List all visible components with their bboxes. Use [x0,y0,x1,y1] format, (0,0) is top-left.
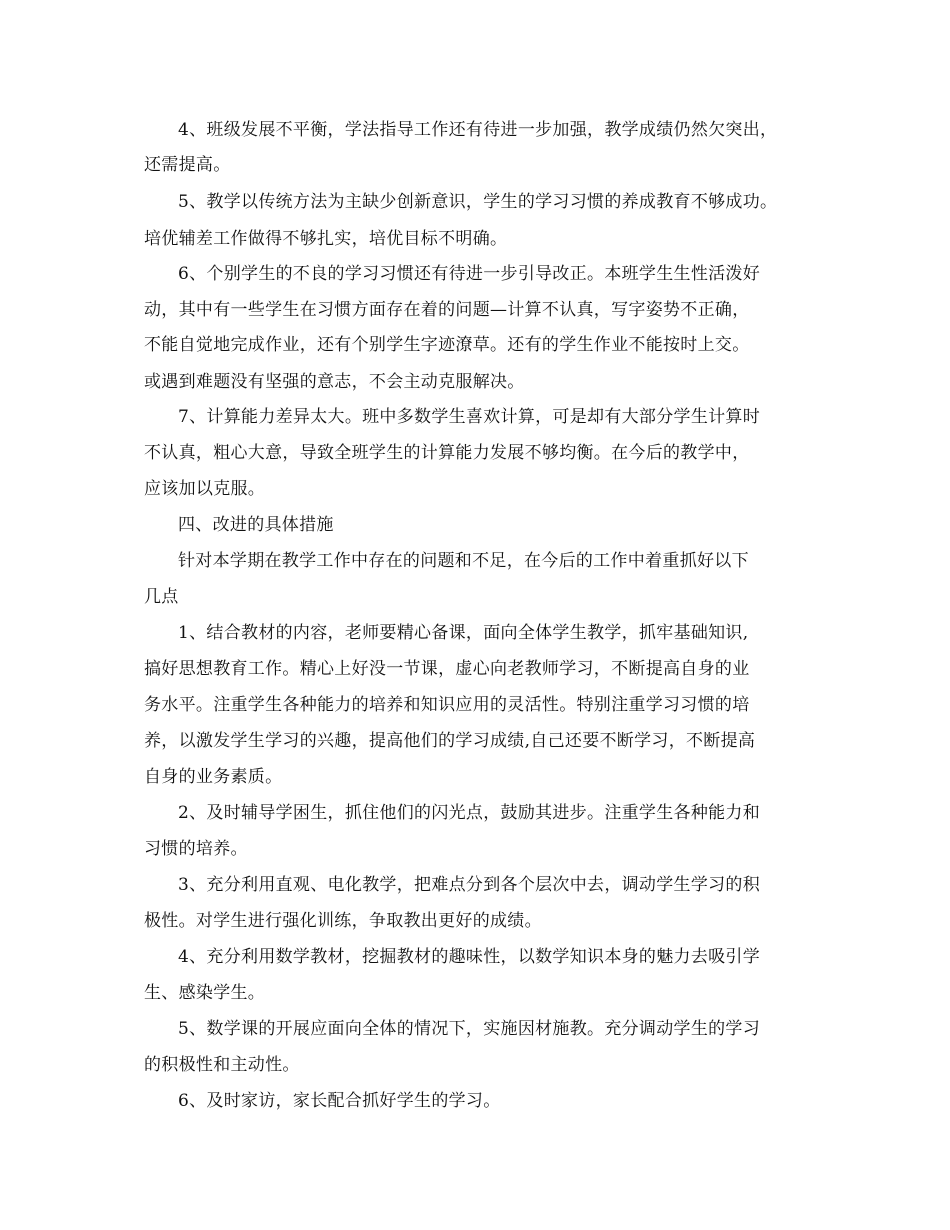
text-line: 5、数学课的开展应面向全体的情况下，实施因材施教。充分调动学生的学习 [178,1019,761,1039]
text-line: 应该加以克服。 [144,479,266,499]
text-line: 极性。对学生进行强化训练，争取教出更好的成绩。 [144,911,542,931]
text-line: 6、及时家访，家长配合抓好学生的学习。 [178,1091,501,1111]
text-line: 几点 [144,587,179,607]
text-line: 习惯的培养。 [144,839,248,859]
text-line: 6、个别学生的不良的学习习惯还有待进一步引导改正。本班学生生性活泼好 [178,264,761,284]
text-line: 生、感染学生。 [144,983,266,1003]
text-line: 务水平。注重学生各种能力的培养和知识应用的灵活性。特别注重学习习惯的培 [144,695,750,715]
text-line: 或遇到难题没有坚强的意志，不会主动克服解决。 [144,372,525,392]
text-line: 3、充分利用直观、电化教学，把难点分到各个层次中去，调动学生学习的积 [178,875,761,895]
text-line: 还需提高。 [144,155,231,175]
section-heading: 四、改进的具体措施 [178,515,334,535]
text-line: 4、班级发展不平衡，学法指导工作还有待进一步加强，教学成绩仍然欠突出， [178,120,778,140]
text-line: 5、教学以传统方法为主缺少创新意识，学生的学习习惯的养成教育不够成功。 [178,192,778,212]
text-line: 1、结合教材的内容，老师要精心备课，面向全体学生教学，抓牢基础知识, [178,623,749,643]
text-line: 搞好思想教育工作。精心上好没一节课，虚心向老教师学习，不断提高自身的业 [144,659,750,679]
text-line: 不认真，粗心大意，导致全班学生的计算能力发展不够均衡。在今后的教学中， [144,443,750,463]
text-line: 自身的业务素质。 [144,767,283,787]
text-line: 4、充分利用数学教材，挖掘教材的趣味性，以数学知识本身的魅力去吸引学 [178,947,761,967]
text-line: 针对本学期在教学工作中存在的问题和不足，在今后的工作中着重抓好以下 [178,551,749,571]
text-line: 7、计算能力差异太大。班中多数学生喜欢计算，可是却有大部分学生计算时 [178,407,761,427]
text-line: 的积极性和主动性。 [144,1055,300,1075]
text-line: 养，以激发学生学习的兴趣，提高他们的学习成绩,自己还要不断学习，不断提高 [144,731,756,751]
text-line: 不能自觉地完成作业，还有个别学生字迹潦草。还有的学生作业不能按时上交。 [144,335,750,355]
text-line: 动，其中有一些学生在习惯方面存在着的问题—计算不认真，写字姿势不正确， [144,300,750,320]
text-line: 2、及时辅导学困生，抓住他们的闪光点，鼓励其进步。注重学生各种能力和 [178,803,761,823]
text-line: 培优辅差工作做得不够扎实，培优目标不明确。 [144,229,508,249]
